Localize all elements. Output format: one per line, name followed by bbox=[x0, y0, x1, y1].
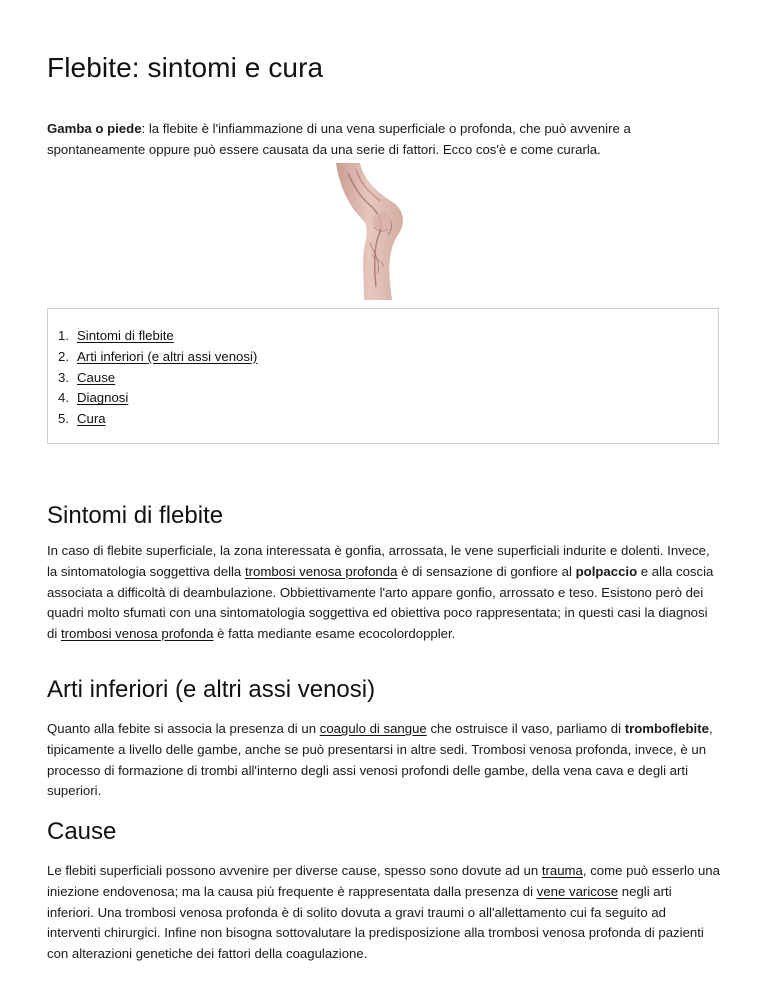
toc-link-cura[interactable]: Cura bbox=[77, 411, 106, 427]
toc-number: 2. bbox=[58, 348, 69, 364]
text-run: Quanto alla febite si associa la presenza di un bbox=[47, 721, 320, 736]
toc-number: 4. bbox=[58, 390, 69, 406]
link-trombosi-venosa-profonda[interactable]: trombosi venosa profonda bbox=[244, 563, 398, 579]
intro-paragraph bbox=[47, 118, 721, 160]
toc-item bbox=[58, 409, 257, 430]
text-run: è fatta mediante esame ecocolordoppler. bbox=[213, 626, 456, 642]
link-coagulo-di-sangue[interactable]: coagulo di sangue bbox=[319, 721, 427, 736]
toc-item bbox=[58, 347, 257, 368]
paragraph-arti-inferiori bbox=[47, 719, 721, 802]
paragraph-sintomi bbox=[47, 541, 721, 645]
intro-text: : la flebite è l'infiammazione di una vena superficiale o profonda, che può avvenire a spontaneamente oppure può essere causata da una serie di fattori. Ecco cos'è e come curarla. bbox=[47, 121, 631, 157]
text-run: è di sensazione di gonfiore al bbox=[397, 563, 576, 579]
text-run: , come può esserlo una iniezione endovenosa; ma la causa più frequente è rappresentata dalla presenza di bbox=[47, 863, 720, 899]
paragraph-cause bbox=[47, 861, 721, 965]
toc-number: 5. bbox=[58, 411, 69, 427]
page-title: Flebite: sintomi e cura bbox=[47, 52, 324, 83]
toc-number: 1. bbox=[58, 328, 69, 343]
text-run: , tipicamente a livello delle gambe, anche se può presentarsi in altre sedi. Trombosi venosa profonda, invece, è un processo di formazione di trombi all'interno degli assi venosi profondi delle gambe, della vena cava e degli arti superiori. bbox=[47, 721, 713, 799]
heading-sintomi: Sintomi di flebite bbox=[47, 502, 224, 529]
toc-item bbox=[58, 368, 257, 389]
toc-link-cause[interactable]: Cause bbox=[77, 369, 116, 385]
table-of-contents bbox=[47, 308, 719, 444]
link-vene-varicose[interactable]: vene varicose bbox=[536, 883, 619, 899]
toc-list bbox=[58, 326, 257, 430]
text-run: che ostruisce il vaso, parliamo di bbox=[426, 721, 625, 736]
toc-link-sintomi[interactable]: Sintomi di flebite bbox=[77, 328, 174, 343]
toc-link-diagnosi[interactable]: Diagnosi bbox=[77, 390, 129, 406]
link-trauma[interactable]: trauma bbox=[541, 863, 583, 878]
text-run: e alla coscia associata a difficoltà di deambulazione. Obbiettivamente l'arto appare gonfio, arrossato e teso. Esistono però dei quadri molto sfumati con una sintomatologia soggettiva ed obiettiva poco rappresentata; in questi casi la diagnosi di bbox=[47, 563, 714, 642]
link-trombosi-venosa-profonda-2[interactable]: trombosi venosa profonda bbox=[60, 626, 214, 642]
text-run: Le flebiti superficiali possono avvenire per diverse cause, spesso sono dovute ad un bbox=[47, 863, 542, 878]
heading-arti-inferiori: Arti inferiori (e altri assi venosi) bbox=[47, 676, 376, 703]
toc-number: 3. bbox=[58, 369, 69, 385]
text-run: In caso di flebite superficiale, la zona interessata è gonfia, arrossata, le vene superficiali indurite e dolenti. Invece, la sintomatologia soggettiva della bbox=[47, 543, 710, 579]
bold-polpaccio: polpaccio bbox=[575, 563, 638, 579]
text-run: negli arti inferiori. Una trombosi venosa profonda è di solito dovuta a gravi traumi o all'allettamento cui fa seguito ad interventi chirurgici. Infine non bisogna sottovalutare la predisposizione alla trombosi venosa profonda di pazienti con alterazioni genetiche dei fattori della coagulazione. bbox=[47, 883, 704, 962]
leg-varicose-veins-image bbox=[334, 163, 410, 300]
toc-link-arti-inferiori[interactable]: Arti inferiori (e altri assi venosi) bbox=[77, 348, 258, 364]
intro-bold: Gamba o piede bbox=[47, 121, 142, 136]
bold-tromboflebite: tromboflebite bbox=[624, 721, 709, 736]
toc-item bbox=[58, 326, 257, 347]
toc-item bbox=[58, 388, 257, 409]
heading-cause: Cause bbox=[47, 818, 117, 845]
